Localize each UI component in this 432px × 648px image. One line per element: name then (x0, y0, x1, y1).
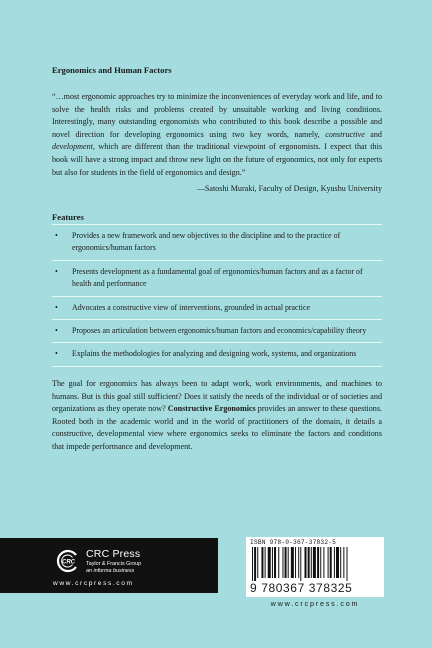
barcode-bar (285, 547, 287, 578)
feature-item (52, 342, 382, 366)
barcode-bar (340, 547, 341, 578)
barcode-bar (300, 547, 301, 581)
feature-text: Proposes an articulation between ergonomics/human factors and economics/capability theory (72, 326, 367, 336)
barcode-bar (347, 547, 348, 581)
publisher-url: www.crcpress.com (53, 580, 134, 587)
barcode-bar (320, 547, 321, 578)
publisher-subtitle2: an informa business (86, 568, 135, 574)
quote-and: and (370, 129, 382, 139)
section-title-ergonomics: Ergonomics and Human Factors (52, 65, 172, 75)
barcode-digits: 9 780367 378325 (250, 581, 353, 595)
barcode-bar (265, 547, 266, 578)
barcode-bar (282, 547, 283, 578)
barcode-bar (311, 547, 312, 578)
barcode-bar (334, 547, 335, 578)
barcode-bar (257, 547, 258, 578)
barcode-bar (305, 547, 307, 578)
barcode-bar (308, 547, 310, 578)
bullet-dot-icon: • (55, 266, 58, 276)
isbn-barcode (246, 537, 384, 597)
quote-part1: “…most ergonomic approaches try to minimize the inconveniences of everyday work and life, and to solve the health risks and problems created by unsuitable working and living conditions. Interestingly, many outstanding ergonomists who contributed to this book describe a possible and novel direction for developing ergonomics using two key words, namely, (52, 92, 382, 139)
barcode-bar (330, 547, 332, 578)
feature-text: Advocates a constructive view of interventions, grounded in actual practice (72, 302, 310, 312)
book-title-bold: Constructive Ergonomics (167, 404, 256, 414)
barcode-image (250, 547, 380, 581)
barcode-bar (274, 547, 276, 578)
barcode-bar (254, 547, 256, 581)
bullet-dot-icon: • (55, 302, 58, 312)
publisher-subtitle: Taylor & Francis Group (86, 561, 142, 567)
barcode-bar (272, 547, 273, 578)
publisher-block (0, 538, 218, 593)
feature-item (52, 260, 382, 296)
feature-item (52, 319, 382, 342)
barcode-bar (328, 547, 329, 578)
bullet-dot-icon: • (55, 231, 58, 240)
barcode-bar (298, 547, 299, 578)
barcode-bar (313, 547, 316, 578)
barcode-bar (317, 547, 319, 578)
barcode-bar (295, 547, 296, 578)
quote-emphasis-development: development, (52, 142, 95, 152)
barcode-bar (261, 547, 263, 578)
barcode-bar (278, 547, 279, 578)
features-list (52, 224, 382, 367)
bullet-dot-icon: • (55, 326, 58, 336)
feature-text: Presents development as a fundamental goal of ergonomics/human factors and as a factor of health and performance (72, 266, 363, 289)
feature-text: Explains the methodologies for analyzing and designing work, systems, and organizations (72, 349, 357, 359)
crc-logo-icon (56, 549, 80, 573)
publisher-url-bottom: www.crcpress.com (270, 599, 360, 608)
description-part1: The goal for ergonomics has always been to adapt work, work environments, and machines to humans. But is this goal still sufficient? Does it satisfy the needs of the individual or of societies and organizations as they operate now? (52, 379, 382, 414)
feature-text: Provides a new framework and new objectives to the discipline and to the practice of ergonomics/human factors (72, 231, 341, 253)
feature-item (52, 224, 382, 260)
bullet-dot-icon: • (55, 349, 58, 359)
barcode-bar (336, 547, 339, 578)
book-description (52, 378, 382, 454)
barcode-bar (323, 547, 324, 578)
quote-attribution: —Satoshi Muraki, Faculty of Design, Kyushu University (196, 184, 382, 193)
feature-item (52, 296, 382, 319)
barcode-bar (288, 547, 289, 578)
endorsement-quote (52, 91, 382, 179)
isbn-label: ISBN 978-0-367-37832-5 (250, 539, 337, 546)
barcode-bar (252, 547, 253, 581)
quote-part2: which are different than the traditional viewpoint of ergonomists. I expect that this book will have a strong impact and throw new light on the future of ergonomics, not only for experts but also for students in the field of ergonomics and design.” (52, 142, 382, 177)
section-title-features: Features (52, 212, 84, 222)
barcode-bar (291, 547, 294, 578)
quote-emphasis-constructive: constructive (325, 129, 365, 139)
barcode-bar (268, 547, 271, 578)
description-part2: provides an answer to these questions. Rooted both in the academic world and in the world of practitioners of the domain, it details a constructive, developmental view where ergonomics seeks to eliminate the factors and conditions that impede performance and development. (52, 404, 382, 451)
publisher-name: CRC Press (86, 548, 141, 560)
barcode-bar (343, 547, 344, 578)
crc-logo-text: CRC (62, 559, 75, 566)
